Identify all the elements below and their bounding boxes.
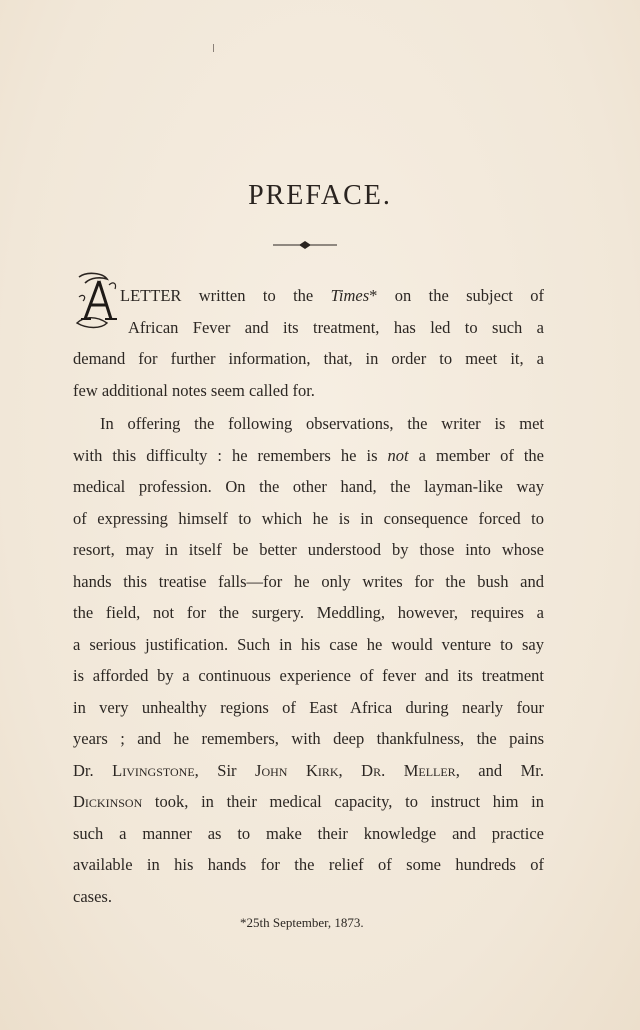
text-line: African Fever and its treatment, has led to such a (128, 317, 544, 337)
text-line: years ; and he remembers, with deep thankfulness, the pains (73, 729, 544, 748)
text-line: with this difficulty : he remembers he is not a member of the (73, 445, 544, 465)
text-line: such a manner as to make their knowledge and practice (73, 823, 544, 843)
text-line: a serious justification. Such in his case he would venture to say (73, 634, 544, 654)
text-line: few additional notes seem called for. (73, 380, 315, 400)
ornamental-drop-capital (73, 271, 123, 331)
text-line: available in his hands for the relief of some hundreds of (73, 855, 544, 874)
divider-ornament-icon (273, 238, 337, 252)
text-line: demand for further information, that, in order to meet it, a (73, 349, 544, 368)
paragraph-2 (73, 408, 544, 912)
stray-mark (213, 44, 214, 52)
page-title: PREFACE. (248, 180, 392, 211)
text-line: LETTER written to the Times* on the subject of (120, 286, 544, 305)
text-line: is afforded by a continuous experience of fever and its treatment (73, 666, 544, 685)
text-line: in very unhealthy regions of East Africa during nearly four (73, 697, 544, 717)
text-line: Dickinson took, in their medical capacity, to instruct him in (73, 792, 544, 811)
paragraph-1-continuation (73, 343, 544, 406)
text-line: resort, may in itself be better understood by those into whose (73, 540, 544, 559)
text-line: of expressing himself to which he is in consequence forced to (73, 508, 544, 528)
footnote: *25th September, 1873. (240, 915, 364, 930)
text-line: Dr. Livingstone, Sir John Kirk, Dr. Meller, and Mr. (73, 760, 544, 780)
text-line: hands this treatise falls—for he only writes for the bush and (73, 571, 544, 591)
text-line: cases. (73, 886, 112, 906)
text-line: medical profession. On the other hand, the layman-like way (73, 477, 544, 496)
paragraph-1-opening (120, 280, 544, 343)
text-line: In offering the following observations, the writer is met (100, 414, 544, 433)
text-line: the field, not for the surgery. Meddling, however, requires a (73, 603, 544, 622)
